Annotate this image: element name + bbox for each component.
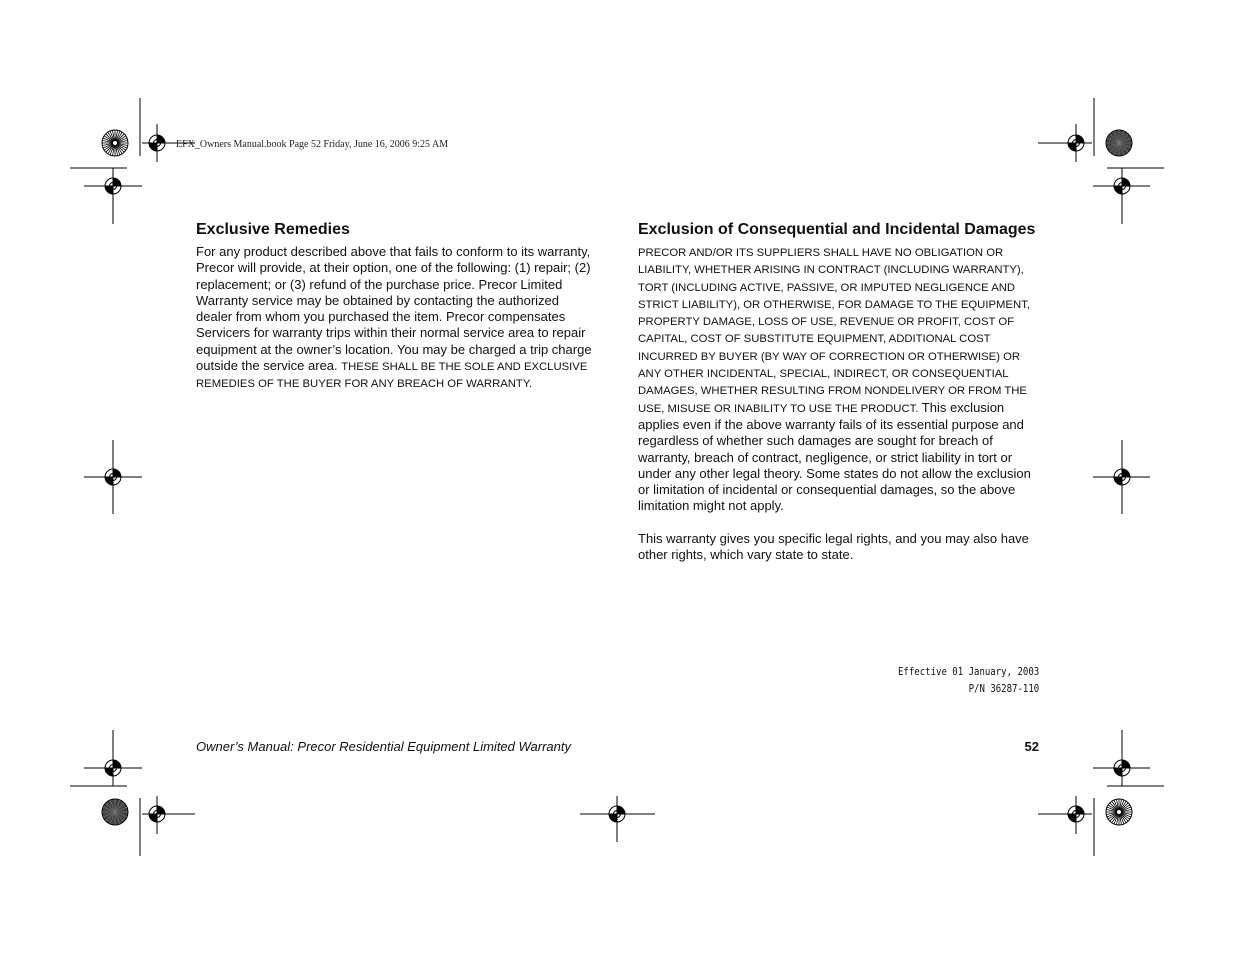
footer-title: Owner’s Manual: Precor Residential Equipment Limited Warranty xyxy=(196,739,572,754)
part-number: P/N 36287-110 xyxy=(968,681,1039,695)
body-caps-text: THESE SHALL BE THE SOLE AND EXCLUSIVE REMEDIES OF THE BUYER FOR ANY BREACH OF WARRANTY. xyxy=(196,361,588,391)
exclusive-remedies-section xyxy=(196,219,596,393)
crop-mark-top-left xyxy=(70,98,140,168)
section-heading: Exclusion of Consequential and Incidental Damages xyxy=(638,221,1036,238)
registration-target-icon xyxy=(84,730,142,786)
rosette-dark-icon xyxy=(1106,130,1132,156)
rosette-dark-icon xyxy=(102,799,128,825)
crop-mark-top-right xyxy=(1094,98,1164,168)
registration-target-icon xyxy=(1093,440,1150,514)
registration-target-icon xyxy=(580,796,655,842)
rosette-icon xyxy=(1106,799,1132,825)
section-body xyxy=(638,244,1040,515)
registration-target-icon xyxy=(1093,730,1150,786)
effective-date-block xyxy=(898,664,1039,697)
registration-target-icon xyxy=(1038,124,1092,162)
effective-date: Effective 01 January, 2003 xyxy=(897,665,1039,678)
legal-rights-paragraph: This warranty gives you specific legal rights, and you may also have other rights, which vary state to state. xyxy=(638,530,1029,563)
registration-target-icon xyxy=(84,440,142,514)
body-text: For any product described above that fails to conform to its warranty, Precor will provide, at their option, one of the following: (1) repair; (2) replacement; or (3) refund of the purchase price. Precor Limited Warranty service may be obtained by contacting the authorized dealer from whom you purchased the item. Precor compensates Servicers for warranty trips within their normal service area to repair equipment at the owner’s location. You may be charged a trip charge outside the service area. xyxy=(196,244,592,374)
registration-target-icon xyxy=(84,168,142,224)
page-number: 52 xyxy=(1024,739,1039,754)
section-body xyxy=(196,244,596,393)
registration-target-icon xyxy=(1038,796,1092,834)
registration-target-icon xyxy=(142,796,195,834)
print-slug: EFX_Owners Manual.book Page 52 Friday, June 16, 2006 9:25 AM xyxy=(176,139,449,150)
registration-target-icon xyxy=(1093,168,1150,224)
exclusion-section xyxy=(638,219,1040,563)
body-caps-text: PRECOR AND/OR ITS SUPPLIERS SHALL HAVE NO OBLIGATION OR LIABILITY, WHETHER ARISING IN CONTRACT (INCLUDING WARRANTY), TORT (INCLUDING ACTIVE, PASSIVE, OR IMPUTED NEGLIGENCE AND STRICT LIABILITY), OR OTHERWISE, FOR DAMAGE TO THE EQUIPMENT, PROPERTY DAMAGE, LOSS OF USE, REVENUE OR PROFIT, COST OF CAPITAL, COST OF SUBSTITUTE EQUIPMENT, ADDITIONAL COST INCURRED BY BUYER (BY WAY OF CORRECTION OR OTHERWISE) OR ANY OTHER INCIDENTAL, SPECIAL, INDIRECT, OR CONSEQUENTIAL DAMAGES, WHETHER RESULTING FROM NONDELIVERY OR FROM THE USE, MISUSE OR INABILITY TO USE THE PRODUCT. xyxy=(638,247,1030,415)
rosette-icon xyxy=(102,130,128,156)
section-heading: Exclusive Remedies xyxy=(196,221,350,238)
body-text: This exclusion applies even if the above warranty fails of its essential purpose and regardless of whether such damages are sought for breach of warranty, breach of contract, negligence, or strict liability in tort or under any other legal theory. Some states do not allow the exclusion or limitation of incidental or consequential damages, so the above limitation might not apply. xyxy=(638,399,1031,514)
